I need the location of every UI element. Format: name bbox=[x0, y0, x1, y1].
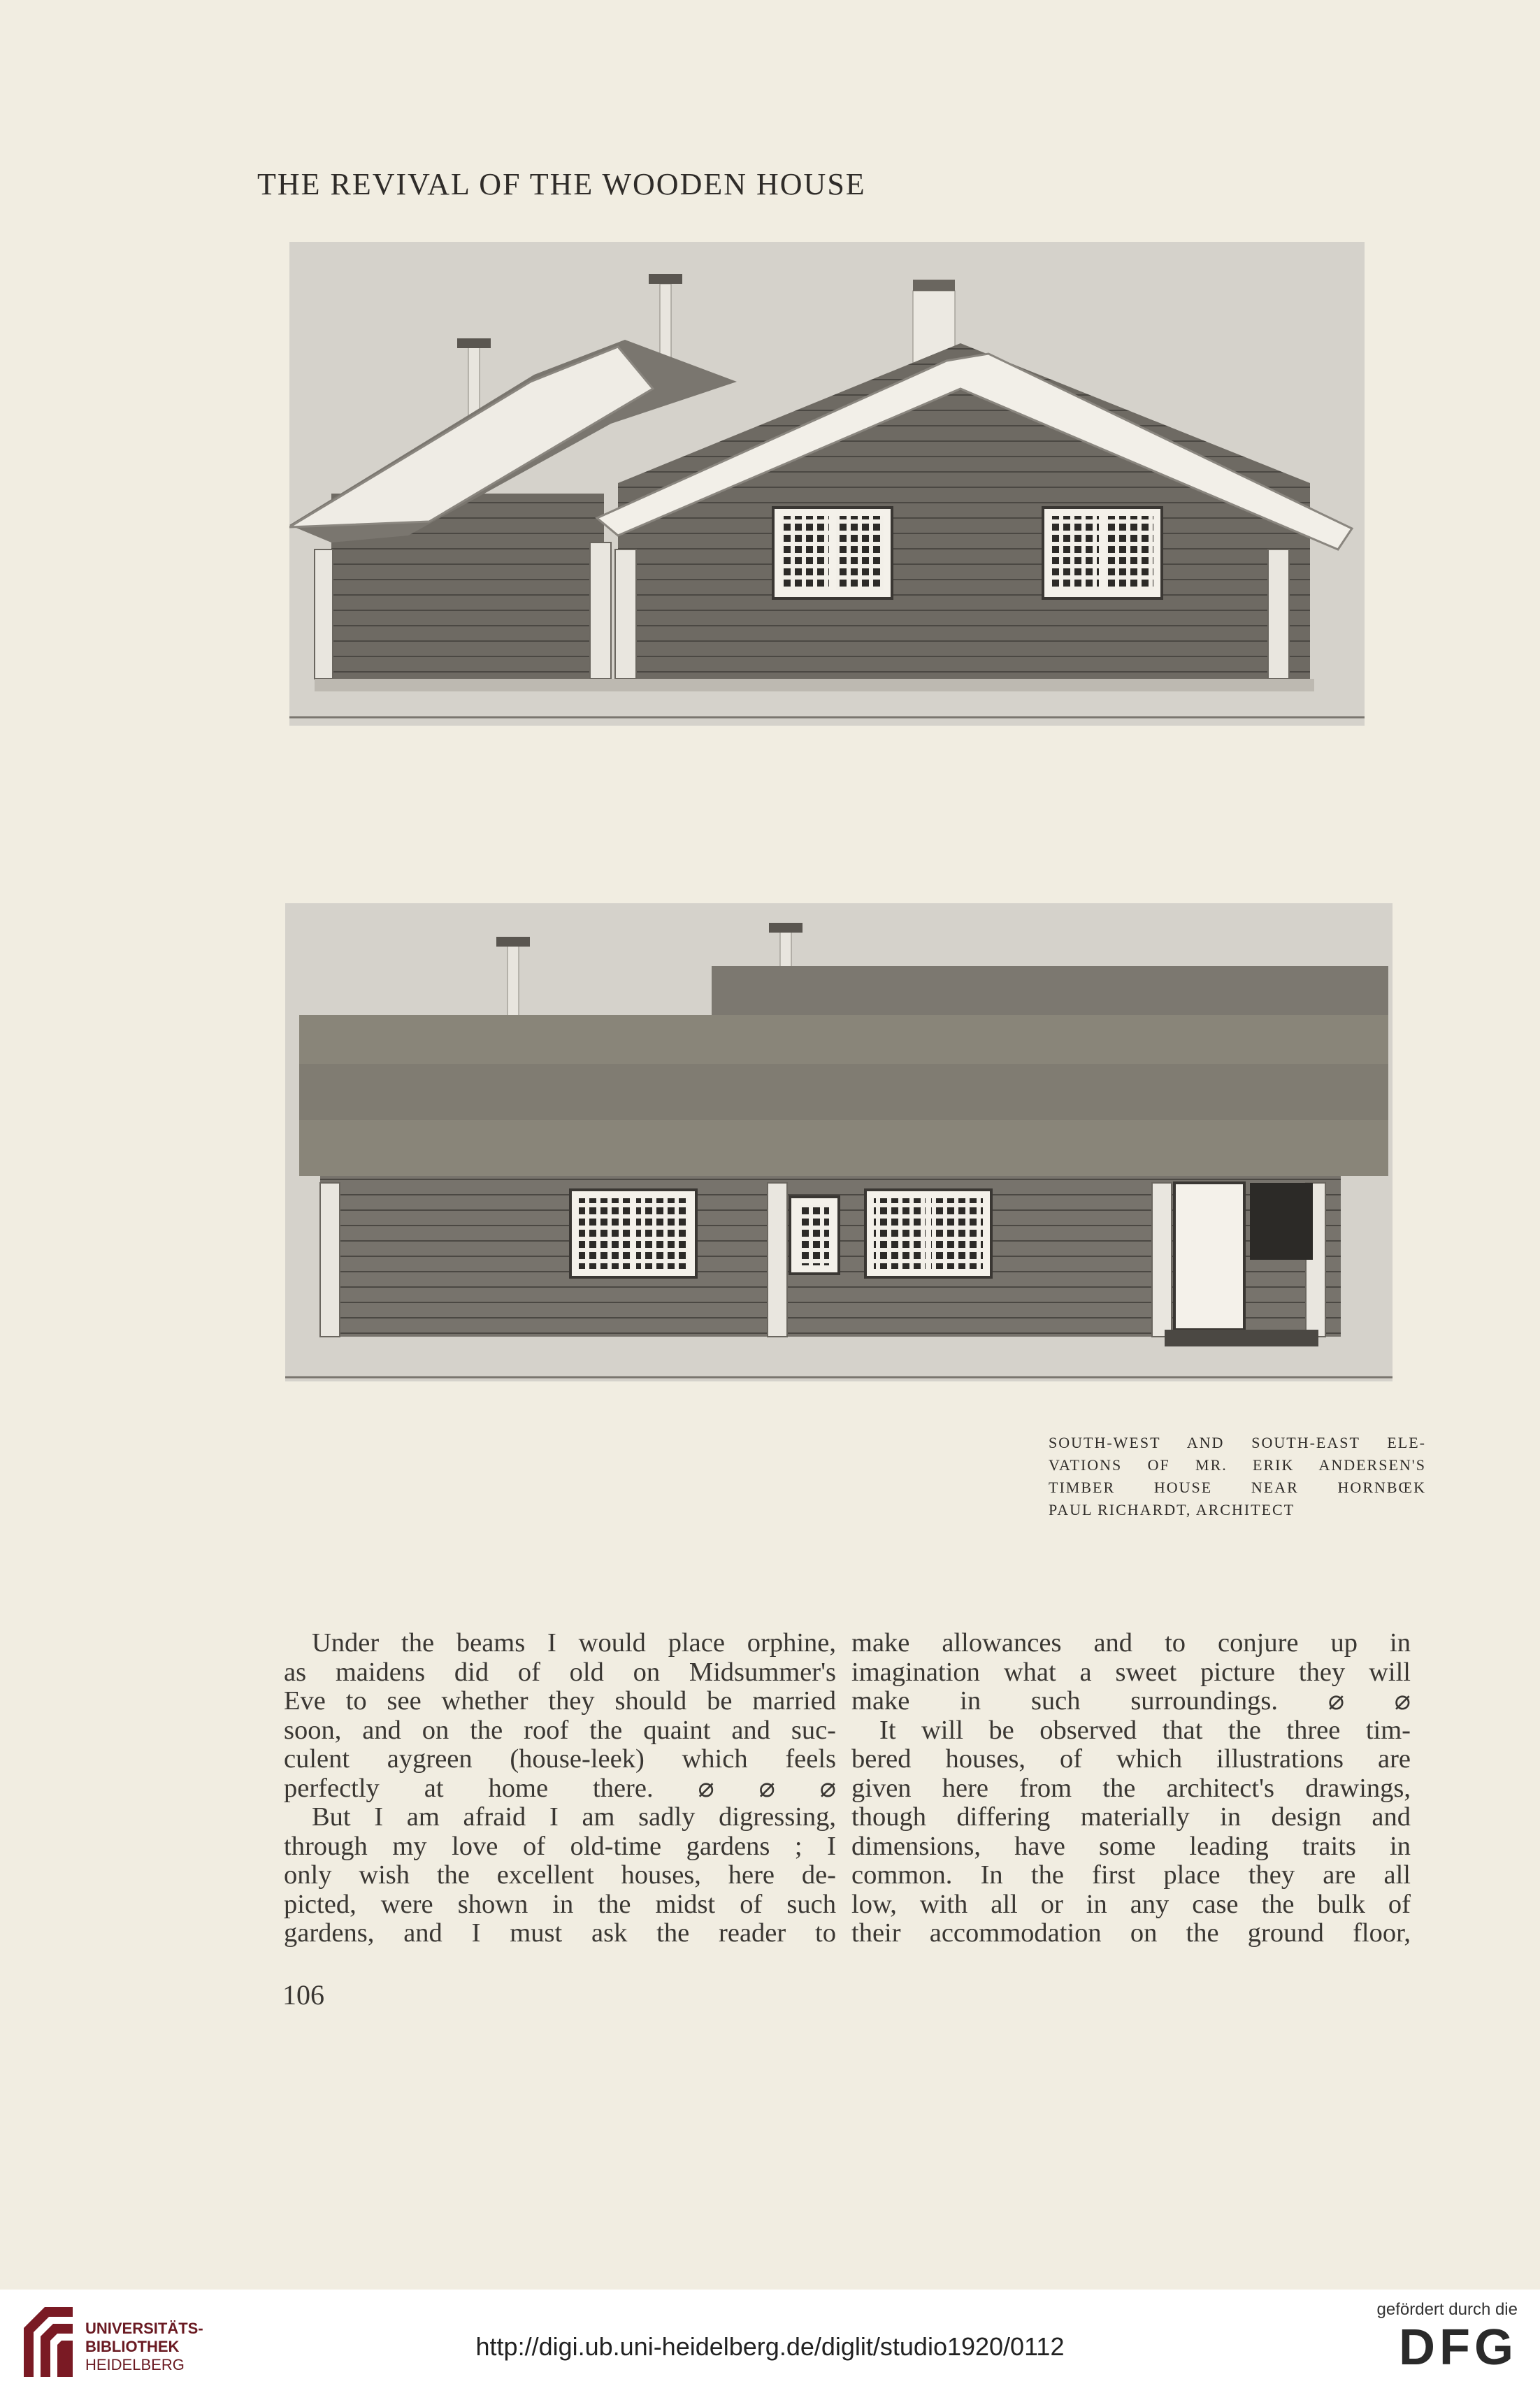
south-east-elevation-drawing bbox=[285, 903, 1393, 1381]
caption-line: VATIONS OF MR. ERIK ANDERSEN'S bbox=[1049, 1456, 1426, 1474]
caption-line: PAUL RICHARDT, ARCHITECT bbox=[1049, 1501, 1295, 1518]
text-line: Under the beams I would place orphine, bbox=[312, 1628, 836, 1658]
text-line: Eve to see whether they should be married bbox=[284, 1686, 836, 1716]
running-head: THE REVIVAL OF THE WOODEN HOUSE bbox=[257, 167, 866, 201]
library-line: HEIDELBERG bbox=[85, 2356, 185, 2373]
text-line: make allowances and to conjure up in bbox=[851, 1628, 1411, 1658]
south-east-elevation-plate bbox=[285, 903, 1393, 1381]
text-line: common. In the first place they are all bbox=[851, 1860, 1411, 1890]
text-line: given here from the architect's drawings, bbox=[851, 1773, 1411, 1803]
text-line: as maidens did of old on Midsummer's bbox=[284, 1657, 836, 1687]
sponsor-text: gefördert durch die bbox=[1376, 2300, 1518, 2319]
text-line: though differing materially in design and bbox=[851, 1802, 1411, 1832]
left-text-column bbox=[284, 1629, 836, 1948]
text-line: only wish the excellent houses, here de- bbox=[284, 1860, 836, 1890]
caption-line: SOUTH-WEST AND SOUTH-EAST ELE- bbox=[1049, 1434, 1426, 1451]
text-line: picted, were shown in the midst of such bbox=[284, 1889, 836, 1919]
text-line: It will be observed that the three tim- bbox=[879, 1715, 1411, 1745]
text-line: make in such surroundings. ⌀ ⌀ bbox=[851, 1686, 1411, 1716]
text-line: soon, and on the roof the quaint and suc- bbox=[284, 1715, 836, 1745]
sponsor-block bbox=[1377, 2300, 1518, 2376]
right-text-column bbox=[851, 1629, 1411, 1948]
plate-caption bbox=[1049, 1432, 1426, 1521]
library-line: BIBLIOTHEK bbox=[85, 2338, 180, 2355]
south-west-elevation-drawing bbox=[289, 242, 1365, 726]
text-line: perfectly at home there. ⌀ ⌀ ⌀ bbox=[284, 1773, 836, 1803]
text-line: dimensions, have some leading traits in bbox=[851, 1831, 1411, 1861]
text-line: their accommodation on the ground floor, bbox=[851, 1918, 1411, 1948]
permalink-url[interactable]: http://digi.ub.uni-heidelberg.de/diglit/studio1920/0112 bbox=[475, 2332, 1065, 2361]
caption-line: TIMBER HOUSE NEAR HORNBŒK bbox=[1049, 1479, 1426, 1496]
text-line: low, with all or in any case the bulk of bbox=[851, 1889, 1411, 1919]
south-west-elevation-plate bbox=[289, 242, 1365, 726]
text-line: gardens, and I must ask the reader to bbox=[284, 1918, 836, 1948]
library-line: UNIVERSITÄTS- bbox=[85, 2320, 203, 2337]
text-line: But I am afraid I am sadly digressing, bbox=[312, 1802, 836, 1832]
dfg-logo: DFG bbox=[1399, 2320, 1518, 2376]
text-line: through my love of old-time gardens ; I bbox=[284, 1831, 836, 1861]
text-line: imagination what a sweet picture they will bbox=[851, 1657, 1411, 1687]
page-number: 106 bbox=[282, 1979, 324, 2011]
text-line: bered houses, of which illustrations are bbox=[851, 1744, 1411, 1774]
text-line: culent aygreen (house-leek) which feels bbox=[284, 1744, 836, 1774]
